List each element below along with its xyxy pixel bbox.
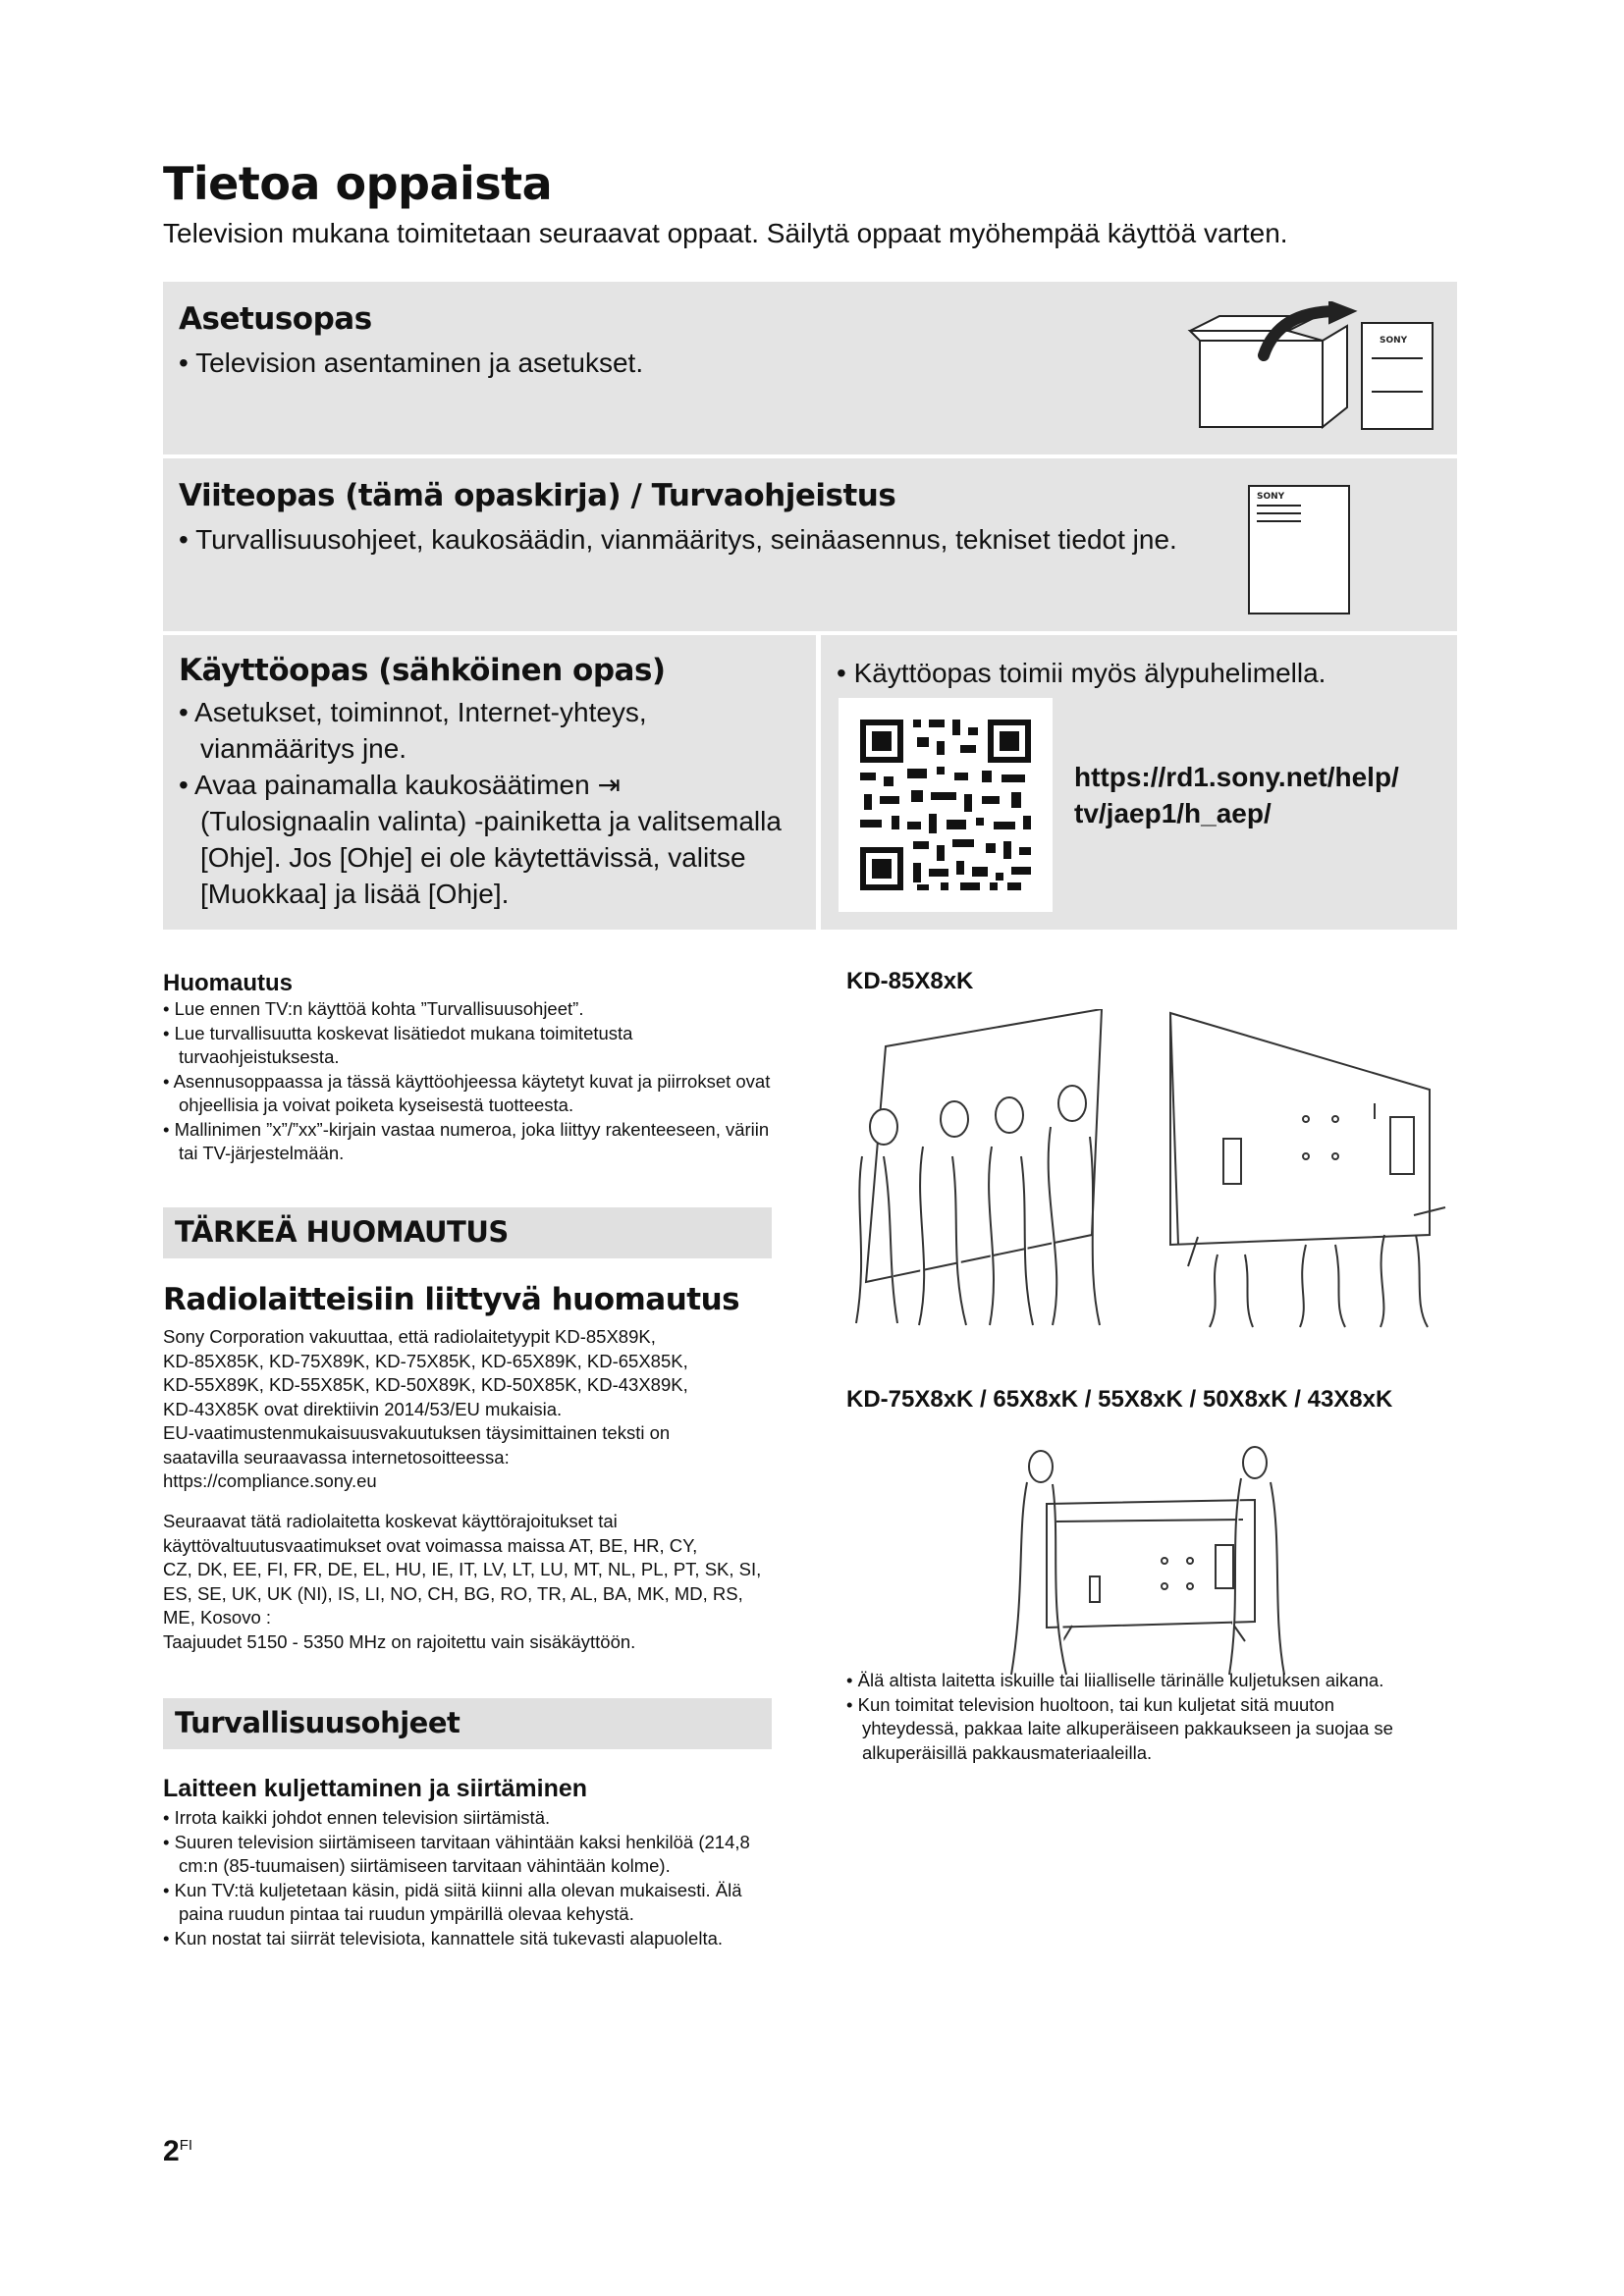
restriction-line: käyttövaltuutusvaatimukset ovat voimassa maissa AT, BE, HR, CY, (163, 1534, 698, 1556)
smartphone-text: • Käyttöopas toimii myös älypuhelimella. (837, 658, 1326, 688)
box-with-manual-icon (1180, 301, 1435, 439)
transport-item: • Kun nostat tai siirrät televisiota, kannattele sitä tukevasti alapuolelta. (163, 1927, 724, 1949)
page-number (163, 2135, 192, 2168)
smartphone-box (821, 635, 1457, 930)
help-guide-title: Käyttöopas (sähköinen opas) (179, 653, 666, 688)
transport-subtitle: Laitteen kuljettaminen ja siirtäminen (163, 1775, 588, 1802)
radio-line: KD-43X85K ovat direktiivin 2014/53/EU mukaisia. (163, 1398, 563, 1419)
note-item: • Asennusoppaassa ja tässä käyttöohjeessa käytetyt kuvat ja piirrokset ovat ohjeellisia ja voivat poiketa kyseisestä tuotteesta. (163, 1070, 771, 1115)
help-guide-bullet-1: • Asetukset, toiminnot, Internet-yhteys, vianmääritys jne. (179, 697, 647, 764)
transport-item: • Kun TV:tä kuljetetaan käsin, pidä siitä kiinni alla olevan mukaisesti. Älä paina ruudun pintaa tai ruudun ympärillä olevaa kehystä. (163, 1879, 742, 1924)
help-url-line-1[interactable]: https://rd1.sony.net/help/ (1074, 762, 1399, 792)
model-small-label: KD-75X8xK / 65X8xK / 55X8xK / 50X8xK / 43X8xK (846, 1386, 1393, 1413)
transport-care-list (846, 1669, 1435, 1765)
transport-item: • Suuren television siirtämiseen tarvitaan vähintään kaksi henkilöä (214,8 cm:n (85-tuumaisen) siirtämiseen tarvitaan vähintään kolme). (163, 1831, 750, 1876)
restriction-line: CZ, DK, EE, FI, FR, DE, EL, HU, IE, IT, LV, LT, LU, MT, NL, PL, PT, SK, SI, (163, 1559, 762, 1579)
setup-guide-bullet: • Television asentaminen ja asetukset. (179, 347, 644, 378)
manual-booklet-icon (1247, 484, 1355, 621)
compliance-link[interactable]: https://compliance.sony.eu (163, 1470, 377, 1491)
help-url-line-2[interactable]: tv/jaep1/h_aep/ (1074, 798, 1272, 828)
setup-guide-title: Asetusopas (179, 301, 372, 337)
notes-title: Huomautus (163, 970, 293, 996)
restriction-line: ME, Kosovo : (163, 1607, 272, 1628)
transport-list (163, 1806, 752, 1950)
reference-guide-bullet: • Turvallisuusohjeet, kaukosäädin, vianmääritys, seinäasennus, tekniset tiedot jne. (179, 524, 1177, 555)
care-item: • Älä altista laitetta iskuille tai liialliselle tärinälle kuljetuksen aikana. (846, 1670, 1384, 1690)
setup-guide-box (163, 282, 1457, 454)
safety-bar (163, 1698, 772, 1749)
reference-guide-title: Viiteopas (tämä opaskirja) / Turvaohjeistus (179, 478, 896, 513)
important-notice-label: TÄRKEÄ HUOMAUTUS (175, 1215, 509, 1249)
help-guide-box (163, 635, 816, 930)
restriction-line: Seuraavat tätä radiolaitetta koskevat käyttörajoitukset tai (163, 1511, 618, 1531)
radio-line: KD-85X85K, KD-75X89K, KD-75X85K, KD-65X89K, KD-65X85K, (163, 1350, 688, 1371)
page-language: FI (179, 2137, 193, 2154)
setup-brand: SONY (1380, 336, 1408, 346)
radio-line: EU-vaatimustenmukaisuusvakuutuksen täysimittainen teksti on (163, 1422, 671, 1443)
help-guide-bullet-2: • Avaa painamalla kaukosäätimen ⇥ (Tulosignaalin valinta) -painiketta ja valitsemalla [Ohje]. Jos [Ohje] ei ole käytettävissä, valitse [Muokkaa] ja lisää [Ohje]. (179, 770, 782, 909)
qr-code[interactable] (839, 698, 1053, 912)
notes-section (163, 970, 782, 1166)
page-title: Tietoa oppaista (163, 157, 553, 210)
safety-label: Turvallisuusohjeet (175, 1706, 460, 1739)
radio-notice-title: Radiolaitteisiin liittyvä huomautus (163, 1282, 740, 1317)
radio-declaration (163, 1325, 782, 1494)
intro-text: Television mukana toimitetaan seuraavat oppaat. Säilytä oppaat myöhempää käyttöä varten. (163, 218, 1288, 248)
radio-restrictions (163, 1510, 782, 1654)
restriction-line: ES, SE, UK, UK (NI), IS, LI, NO, CH, BG, RO, TR, AL, BA, MK, MD, RS, (163, 1582, 743, 1604)
model-85-label: KD-85X8xK (846, 968, 974, 994)
radio-line: saatavilla seuraavassa internetosoitteessa: (163, 1446, 510, 1468)
note-item: • Mallinimen ”x”/”xx”-kirjain vastaa numeroa, joka liittyy rakenteeseen, väriin tai TV-järjestelmään. (163, 1118, 770, 1163)
care-item: • Kun toimitat television huoltoon, tai kun kuljetat sitä muuton yhteydessä, pakkaa laite alkuperäiseen pakkaukseen ja suojaa se alkuperäisillä pakkausmateriaaleilla. (846, 1693, 1393, 1763)
transport-item: • Irrota kaikki johdot ennen television siirtämistä. (163, 1807, 551, 1828)
radio-line: Sony Corporation vakuuttaa, että radiolaitetyypit KD-85X89K, (163, 1326, 656, 1347)
radio-line: KD-55X89K, KD-55X85K, KD-50X89K, KD-50X85K, KD-43X89K, (163, 1374, 688, 1395)
note-item: • Lue ennen TV:n käyttöä kohta ”Turvallisuusohjeet”. (163, 998, 584, 1019)
page-number-value: 2 (163, 2135, 180, 2167)
important-notice-bar (163, 1207, 772, 1258)
reference-brand: SONY (1257, 492, 1285, 502)
note-item: • Lue turvallisuutta koskevat lisätiedot mukana toimitetusta turvaohjeistuksesta. (163, 1022, 633, 1067)
reference-guide-box (163, 458, 1457, 631)
carrying-medium-tv-illustration (998, 1443, 1292, 1679)
carrying-large-tv-illustration (844, 1009, 1453, 1333)
restriction-line: Taajuudet 5150 - 5350 MHz on rajoitettu vain sisäkäyttöön. (163, 1630, 636, 1652)
